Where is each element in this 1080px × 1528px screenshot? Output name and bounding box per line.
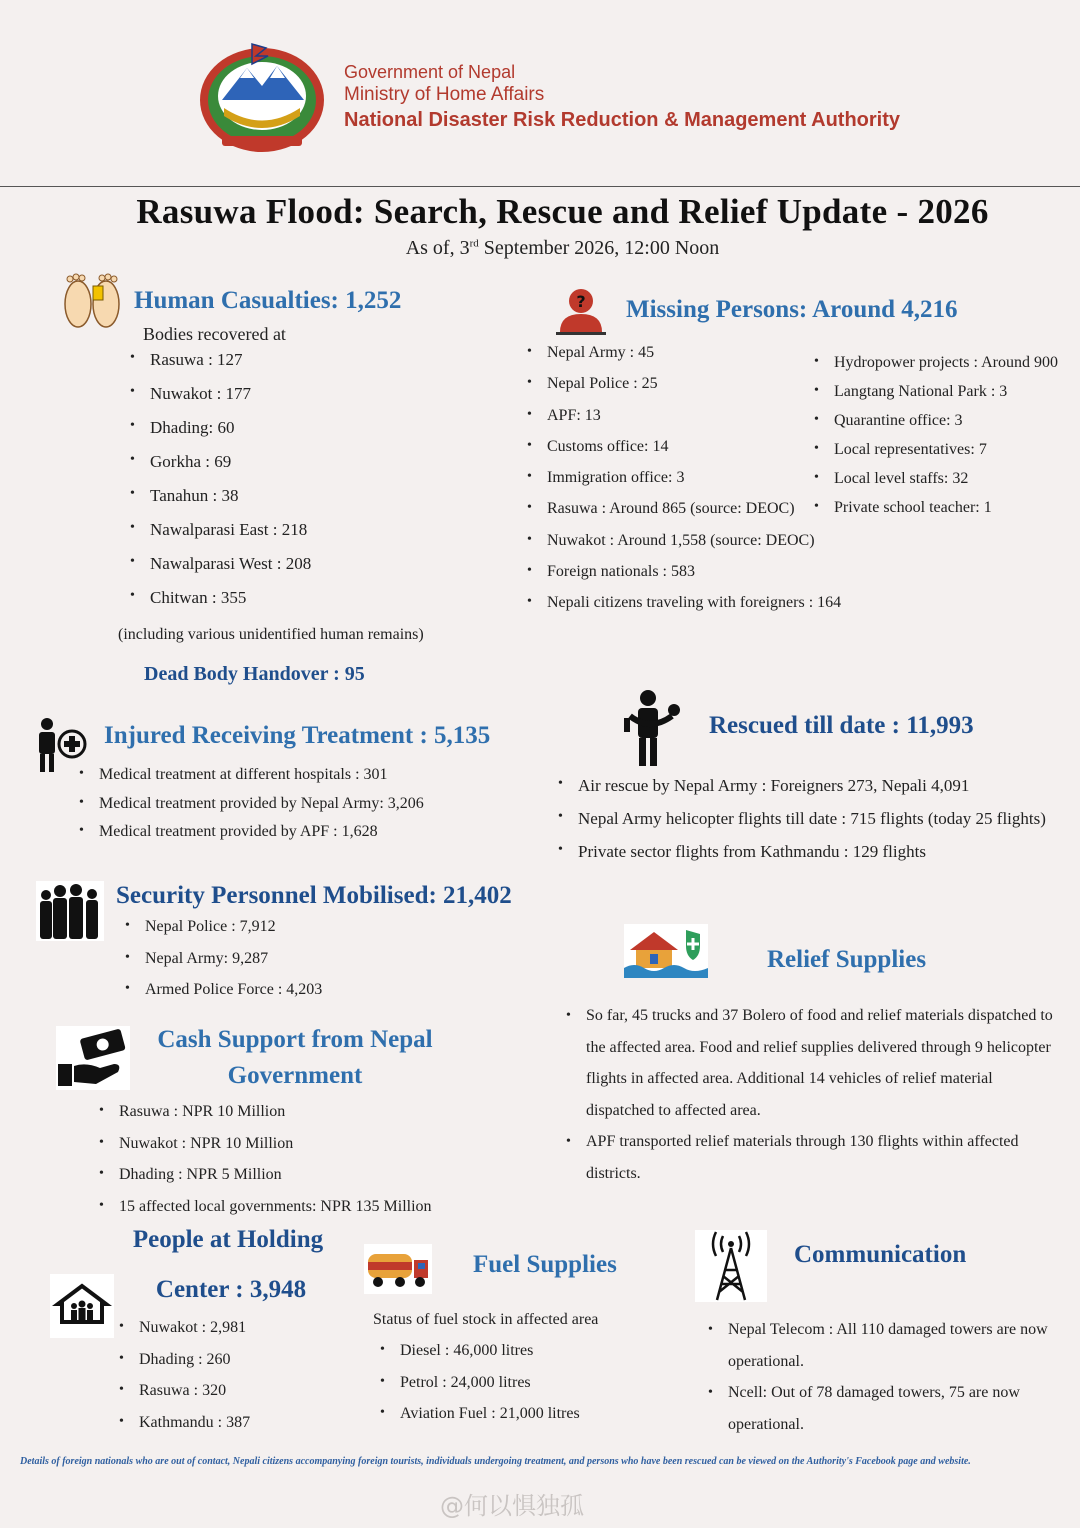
list-item: • Nepal Police : 25 — [525, 375, 841, 406]
missing-person-icon — [554, 286, 608, 336]
list-item: • Medical treatment provided by APF : 1,628 — [77, 823, 424, 852]
list-item: • Nawalparasi East : 218 — [128, 520, 311, 554]
cash-hand-icon — [56, 1026, 130, 1090]
communication-list — [706, 1314, 1056, 1440]
security-heading: Security Personnel Mobilised: 21,402 — [116, 882, 512, 909]
cash-heading-line2: Government — [227, 1062, 363, 1089]
list-item: • Rasuwa : NPR 10 Million — [97, 1103, 432, 1135]
list-item: • Armed Police Force : 4,203 — [123, 981, 322, 1013]
list-item: • Dhading : 260 — [117, 1351, 250, 1383]
list-item: • Immigration office: 3 — [525, 469, 841, 500]
list-item: • Diesel : 46,000 litres — [378, 1342, 580, 1374]
cash-list — [97, 1103, 432, 1229]
list-item: • Dhading: 60 — [128, 418, 311, 452]
casualties-list — [128, 350, 311, 622]
list-item: • Gorkha : 69 — [128, 452, 311, 486]
list-item: • Nepal Army : 45 — [525, 344, 841, 375]
list-item: • Nepal Telecom : All 110 damaged towers are now operational. — [706, 1314, 1056, 1377]
list-item: • Tanahun : 38 — [128, 486, 311, 520]
cash-heading-line1: Cash Support from Nepal — [157, 1026, 433, 1053]
fuel-intro: Status of fuel stock in affected area — [373, 1311, 599, 1328]
rescued-heading: Rescued till date : 11,993 — [709, 712, 974, 739]
fuel-list — [378, 1342, 580, 1437]
list-item: • Customs office: 14 — [525, 438, 841, 469]
list-item: • Hydropower projects : Around 900 — [812, 354, 1058, 383]
list-item: • 15 affected local governments: NPR 135 Million — [97, 1198, 432, 1230]
rescued-list — [556, 776, 1046, 875]
fuel-heading: Fuel Supplies — [473, 1251, 617, 1278]
list-item: • Local representatives: 7 — [812, 441, 1058, 470]
group-of-people-icon — [36, 881, 104, 941]
nepal-emblem-icon — [192, 38, 332, 156]
fuel-tanker-icon — [364, 1244, 432, 1294]
org-line-government: Government of Nepal — [344, 62, 516, 82]
watermark: @何以惧独孤 — [440, 1492, 584, 1520]
list-item: • Rasuwa : 127 — [128, 350, 311, 384]
list-item: • Petrol : 24,000 litres — [378, 1374, 580, 1406]
list-item: • Private school teacher: 1 — [812, 499, 1058, 528]
list-item: • So far, 45 trucks and 37 Bolero of food and relief materials dispatched to the affected area. Food and relief supplies delivered through 9 helicopter flights in affected area. Additional 14 vehicles of relief material dispatched to affected area. — [564, 1000, 1059, 1126]
list-item: • Private sector flights from Kathmandu : 129 flights — [556, 842, 1046, 875]
flooded-house-icon — [624, 924, 708, 978]
holding-list — [117, 1319, 250, 1445]
list-item: • Nuwakot : 177 — [128, 384, 311, 418]
casualties-intro: Bodies recovered at — [143, 324, 286, 344]
holding-heading-line1: People at Holding — [132, 1226, 324, 1253]
holding-heading-line2: Center : 3,948 — [155, 1276, 307, 1303]
list-item: • APF transported relief materials through 130 flights within affected districts. — [564, 1126, 1059, 1189]
list-item: • Medical treatment at different hospitals : 301 — [77, 766, 424, 795]
casualties-heading: Human Casualties: 1,252 — [134, 287, 402, 314]
relief-heading: Relief Supplies — [767, 946, 927, 973]
list-item: • Nepali citizens traveling with foreigners : 164 — [525, 594, 841, 625]
rescuer-carrying-person-icon — [620, 688, 682, 768]
page-subtitle: As of, 3rd September 2026, 12:00 Noon — [405, 237, 720, 259]
list-item: • Nawalparasi West : 208 — [128, 554, 311, 588]
injured-heading: Injured Receiving Treatment : 5,135 — [104, 722, 491, 749]
list-item: • Aviation Fuel : 21,000 litres — [378, 1405, 580, 1437]
list-item: • Rasuwa : 320 — [117, 1382, 250, 1414]
communication-heading: Communication — [794, 1241, 967, 1268]
list-item: • Ncell: Out of 78 damaged towers, 75 are now operational. — [706, 1377, 1056, 1440]
list-item: • Air rescue by Nepal Army : Foreigners 273, Nepali 4,091 — [556, 776, 1046, 809]
list-item: • Chitwan : 355 — [128, 588, 311, 622]
injured-list — [77, 766, 424, 852]
signal-tower-icon — [695, 1230, 767, 1302]
shelter-family-icon — [50, 1274, 114, 1338]
list-item: • Quarantine office: 3 — [812, 412, 1058, 441]
list-item: • Nepal Army helicopter flights till date : 715 flights (today 25 flights) — [556, 809, 1046, 842]
feet-tag-icon — [60, 270, 124, 330]
org-line-ministry: Ministry of Home Affairs — [344, 84, 545, 105]
page-title: Rasuwa Flood: Search, Rescue and Relief Update - 2026 — [136, 192, 989, 231]
missing-heading: Missing Persons: Around 4,216 — [626, 296, 958, 323]
list-item: • Foreign nationals : 583 — [525, 563, 841, 594]
list-item: • Rasuwa : Around 865 (source: DEOC) — [525, 500, 841, 531]
list-item: • APF: 13 — [525, 407, 841, 438]
header-divider — [0, 186, 1080, 187]
org-line-authority: National Disaster Risk Reduction & Management Authority — [344, 109, 901, 131]
list-item: • Nepal Police : 7,912 — [123, 918, 322, 950]
footnote: Details of foreign nationals who are out of contact, Nepali citizens accompanying foreign tourists, individuals undergoing treatment, and persons who have been rescued can be viewed on the Authority's Facebook page and website. — [20, 1456, 971, 1467]
svg-text:?: ? — [576, 292, 586, 311]
list-item: • Nuwakot : Around 1,558 (source: DEOC) — [525, 532, 841, 563]
handover-heading: Dead Body Handover : 95 — [144, 663, 365, 685]
security-list — [123, 918, 322, 1013]
list-item: • Nuwakot : NPR 10 Million — [97, 1135, 432, 1167]
list-item: • Kathmandu : 387 — [117, 1414, 250, 1446]
list-item: • Nuwakot : 2,981 — [117, 1319, 250, 1351]
missing-list-right — [812, 354, 1058, 528]
missing-list-left — [525, 344, 841, 626]
list-item: • Dhading : NPR 5 Million — [97, 1166, 432, 1198]
list-item: • Medical treatment provided by Nepal Army: 3,206 — [77, 795, 424, 824]
list-item: • Langtang National Park : 3 — [812, 383, 1058, 412]
relief-list — [564, 1000, 1059, 1189]
list-item: • Nepal Army: 9,287 — [123, 950, 322, 982]
list-item: • Local level staffs: 32 — [812, 470, 1058, 499]
casualties-note: (including various unidentified human remains) — [118, 626, 424, 643]
